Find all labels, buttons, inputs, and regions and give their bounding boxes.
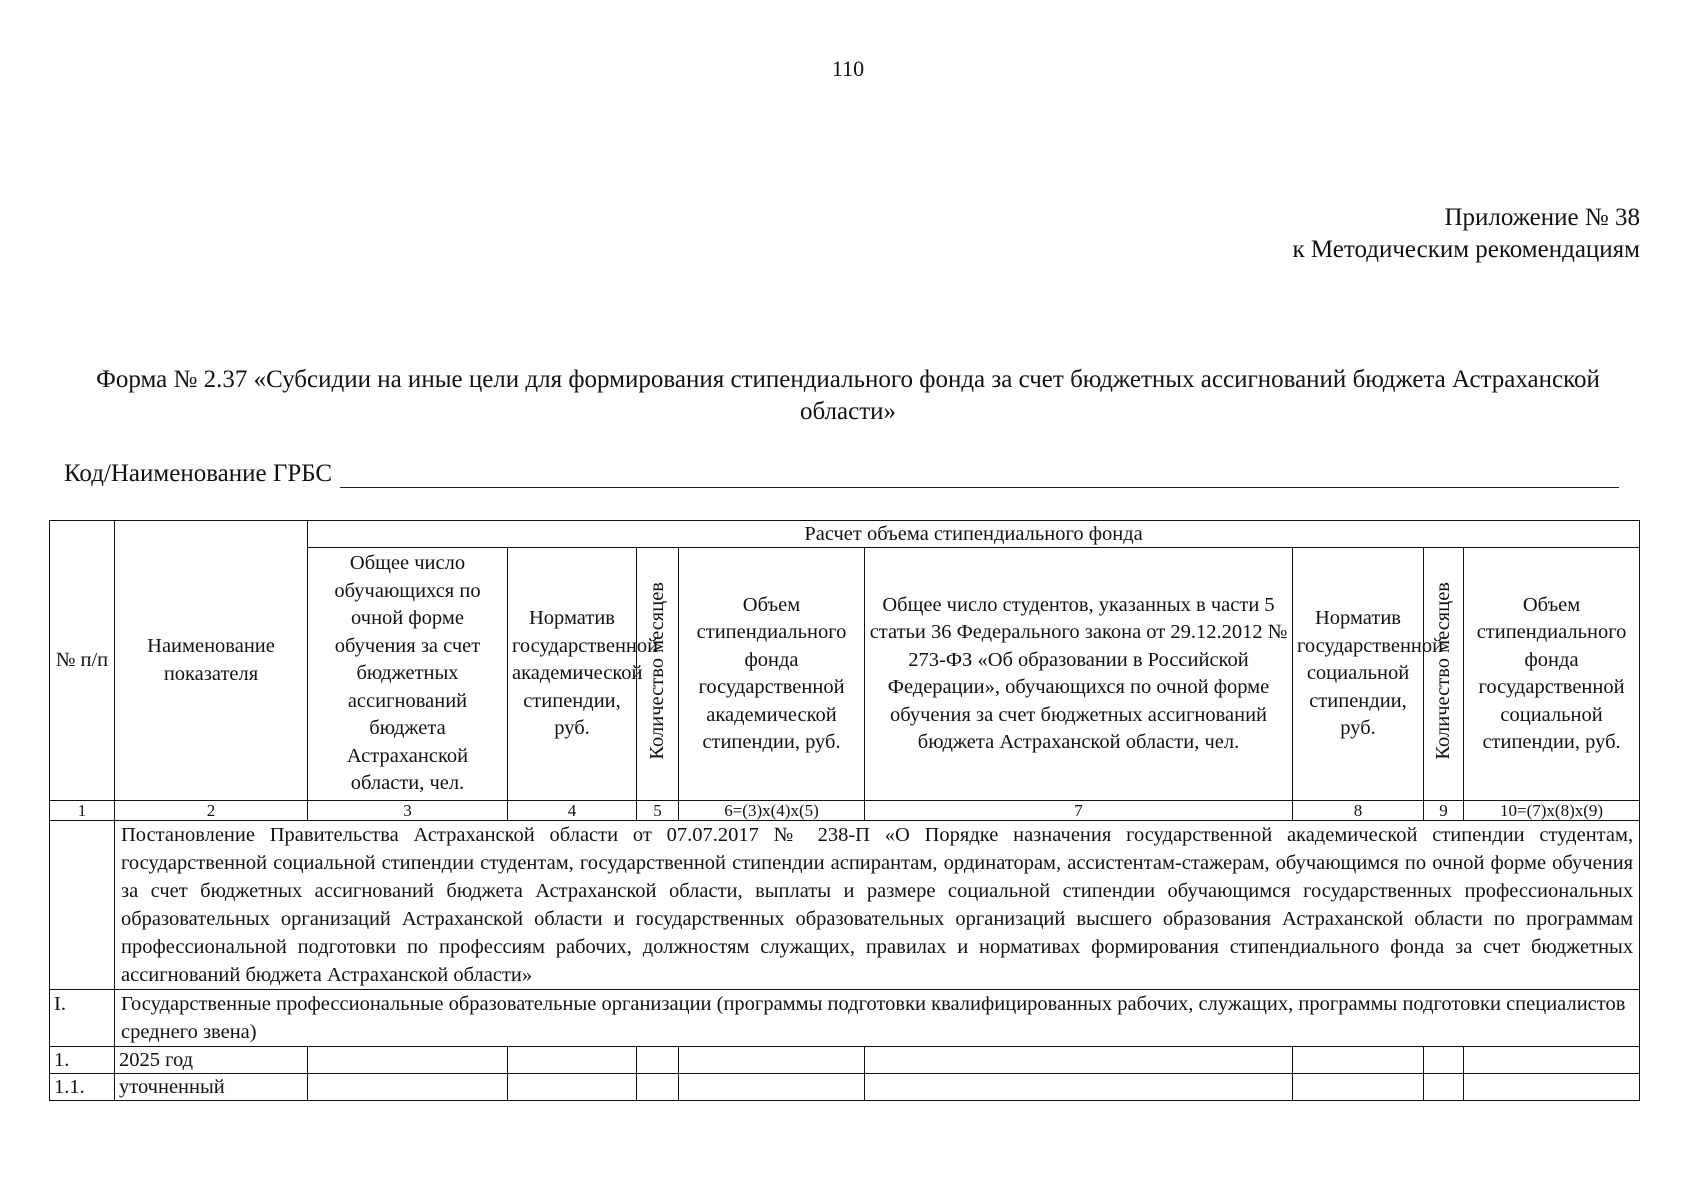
- org-row: [50, 990, 1640, 1047]
- table-row: [50, 1074, 1640, 1101]
- header-name: Наименование показателя: [115, 521, 308, 801]
- col-number-9: 9: [1424, 801, 1464, 821]
- header-col4: Норматив государственной академической стипендии, руб.: [508, 548, 637, 801]
- col-number-2: 2: [115, 801, 308, 821]
- grbs-fill-line: [340, 465, 1619, 488]
- header-col7: Общее число студентов, указанных в части 5 статьи 36 Федерального закона от 29.12.2012 № 273-ФЗ «Об образовании в Российской Федерации», обучающихся по очной форме обучения за счет бюджетных ассигнований бюджета Астраханской области, чел.: [865, 548, 1293, 801]
- cell-col7[interactable]: [865, 1074, 1293, 1101]
- col-number-6: 6=(3)x(4)x(5): [679, 801, 865, 821]
- cell-col9[interactable]: [1424, 1074, 1464, 1101]
- header-col9: Количество месяцев: [1432, 582, 1454, 760]
- cell-col5[interactable]: [637, 1047, 679, 1074]
- form-title: Форма № 2.37 «Субсидии на иные цели для формирования стипендиального фонда за счет бюджетных ассигнований бюджета Астраханской области»: [96, 366, 1600, 425]
- cell-col8[interactable]: [1293, 1074, 1424, 1101]
- header-col9-cell: [1424, 548, 1464, 801]
- decree-row: [50, 821, 1640, 990]
- org-index: I.: [50, 990, 115, 1047]
- column-number-row: [50, 801, 1640, 821]
- org-text: Государственные профессиональные образовательные организации (программы подготовки квалифицированных рабочих, служащих, программы подготовки специалистов среднего звена): [115, 990, 1640, 1047]
- grbs-label: Код/Наименование ГРБС: [64, 460, 333, 487]
- row-index: 1.: [50, 1047, 115, 1074]
- row-label: уточненный: [115, 1074, 308, 1101]
- grbs-field: [64, 460, 1619, 488]
- page-number: 110: [831, 56, 865, 81]
- cell-col5[interactable]: [637, 1074, 679, 1101]
- header-col8: Норматив государственной социальной стипендии, руб.: [1293, 548, 1424, 801]
- cell-col6[interactable]: [679, 1047, 865, 1074]
- header-num: № п/п: [50, 521, 115, 801]
- appendix-line-2: к Методическим рекомендациям: [1292, 236, 1640, 263]
- col-number-1: 1: [50, 801, 115, 821]
- cell-col10[interactable]: [1464, 1074, 1640, 1101]
- header-col5-cell: [637, 548, 679, 801]
- header-group: Расчет объема стипендиального фонда: [308, 521, 1640, 548]
- form-table: [49, 520, 1640, 1101]
- cell-col10[interactable]: [1464, 1047, 1640, 1074]
- decree-index-cell: [50, 821, 115, 990]
- col-number-8: 8: [1293, 801, 1424, 821]
- decree-text: Постановление Правительства Астраханской области от 07.07.2017 № 238-П «О Порядке назначения государственной академической стипендии студентам, государственной социальной стипендии студентам, государственной стипендии аспирантам, ординаторам, ассистентам-стажерам, обучающимся по очной форме обучения за счет бюджетных ассигнований бюджета Астраханской области, выплаты и размере социальной стипендии обучающимся государственных профессиональных образовательных организаций Астраханской области и государственных образовательных организаций высшего образования Астраханской области по программам профессиональной подготовки по профессиям рабочих, должностям служащих, правилах и нормативах формирования стипендиального фонда за счет бюджетных ассигнований бюджета Астраханской области»: [115, 821, 1640, 990]
- cell-col6[interactable]: [679, 1074, 865, 1101]
- row-label: 2025 год: [115, 1047, 308, 1074]
- row-index: 1.1.: [50, 1074, 115, 1101]
- cell-col3[interactable]: [308, 1047, 508, 1074]
- header-col6: Объем стипендиального фонда государственной академической стипендии, руб.: [679, 548, 865, 801]
- appendix-note: [1292, 202, 1640, 266]
- col-number-3: 3: [308, 801, 508, 821]
- header-col5: Количество месяцев: [646, 582, 668, 760]
- cell-col7[interactable]: [865, 1047, 1293, 1074]
- cell-col9[interactable]: [1424, 1047, 1464, 1074]
- table-row: [50, 1047, 1640, 1074]
- cell-col4[interactable]: [508, 1074, 637, 1101]
- col-number-5: 5: [637, 801, 679, 821]
- header-col3: Общее число обучающихся по очной форме обучения за счет бюджетных ассигнований бюджета Астраханской области, чел.: [308, 548, 508, 801]
- cell-col3[interactable]: [308, 1074, 508, 1101]
- header-row-1: [50, 521, 1640, 548]
- cell-col8[interactable]: [1293, 1047, 1424, 1074]
- cell-col4[interactable]: [508, 1047, 637, 1074]
- appendix-line-1: Приложение № 38: [1444, 204, 1640, 231]
- header-col10: Объем стипендиального фонда государственной социальной стипендии, руб.: [1464, 548, 1640, 801]
- col-number-7: 7: [865, 801, 1293, 821]
- col-number-4: 4: [508, 801, 637, 821]
- col-number-10: 10=(7)x(8)x(9): [1464, 801, 1640, 821]
